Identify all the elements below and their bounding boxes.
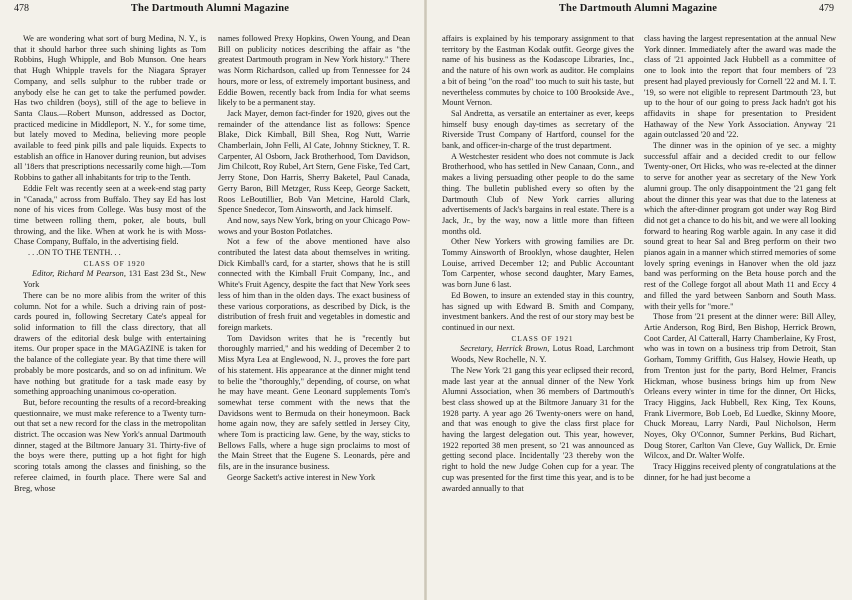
paragraph: Sal Andretta, as versatile an entertainer as ever, keeps himself busy enough day-times as secretary of the Riverside Trust Company of Hartford, counsel for the bank, and officer-in-charge of the trust department. [442, 108, 634, 151]
paragraph: A Westchester resident who does not commute is Jack Brotherhood, who has settled in New Canaan, Conn., and makes a living persuading other people to do the same thing. The bulletin published every so often by the Dartmouth Club of New York carries alluring advertisements of Jack's bargains in real estate. There is a Jack, Jr., by the way, now a little more than fifteen months old. [442, 151, 634, 236]
text-column-2 [644, 34, 836, 600]
class-heading: CLASS OF 1920 [83, 258, 146, 268]
secretary-name: Secretary, Herrick Brown, [460, 344, 550, 354]
paragraph: Other New Yorkers with growing families are Dr. Tommy Ainsworth of Brooklyn, whose daughter, Helen Louise, arrived December 12; and Public Accountant Tom Carpenter, whose second daughter, Mary Eames, was born June 6 last. [442, 237, 634, 290]
page-number: 479 [819, 3, 834, 14]
secretary-address: 131 East 23d St., New York [23, 269, 206, 290]
class-secretary [14, 269, 206, 290]
text-column-1 [14, 34, 206, 600]
paragraph: Jack Mayer, demon fact-finder for 1920, gives out the remainder of the attendance list as follows: Spence Blake, Dick Kimball, Bill Shea, Rog Nutt, Warrie Chamberlain, John Felli, Al Cate, Johnny Stickney, T. R. Carpenter, Al Osborn, Jack Brotherhood, Tom Davidson, Jim Chilcott, Roy Rubel, Art Stern, Gene Fiske, Ted Cart, Jerry Stone, Don Harris, Sherry Baketel, Paul Canada, Gerry Baron, Bill Metzger, Russ Keep, George Sackett, Roos LeBoutillier, Bob Van Metcine, Harold Clark, Spence Snedecor, Tom Ainsworth, and Jack himself. [218, 108, 410, 215]
secretary-name: Editor, Richard M Pearson, [32, 269, 126, 279]
secretary-address: Lotus Road, Larchmont Woods, New Rochelle, N. Y. [451, 344, 634, 365]
paragraph: Those from '21 present at the dinner were: Bill Alley, Artie Anderson, Rog Bird, Ben Bishop, Herrick Brown, Coot Carder, Al Catterall, Harry Chamberlaine, Ky Frost, who was in town on a business trip from Detroit, Stan Gorham, Tommy Griffith, Gus Halsey, Howie Heath, up from Trenton just for the party, Bord Helmer, Francis Hickman, whose business brings him up from New Orleans every winter in time for the dinner, Ort Hicks, Tracy Higgins, Jack Hubbell, Rex King, Tex Kouns, Frank Livermore, Bob Loeb, Ed Luedke, Skinny Moore, Chuck Moreau, Larry Nardi, Paul Nicholson, Herm Noyes, Oky O'Connor, Sumner Perkins, Bud Richart, Doug Storer, Carlton Van Cleve, Guy Wallick, Dr. Ernie Wilcox, and Dr. Walter Wolfe. [644, 312, 836, 461]
paragraph: The dinner was in the opinion of ye sec. a mighty successful affair and a decided credit to our fellow Twenty-oner, Ort Hicks, who was re-elected at the dinner to serve for another year as secretary of the New York alumni group. The only disappointment the '21 gang felt about the dinner this year was that due to the lateness at which the after-dinner program got under way Rog Bird did not get a chance to do his bit, and we were all looking forward to hearing Rog warble again. In any case it did sound great to hear Sal and Breg perform on their two pianos again in a manner which stirred memories of some lovely spring evenings in Hanover when the old jazz band was performing on the Beta house porch and the rest of the College forgot all about Math 11 and Eccy 4 and filled the yard between Sanborn and South Mass. with their yells for "more." [644, 141, 836, 311]
page-number: 478 [14, 3, 29, 14]
text-column-2 [218, 34, 410, 600]
paragraph: Tracy Higgins received plenty of congratulations at the dinner, for he had just become a [644, 462, 836, 482]
sign-off: . . .ON TO THE TENTH. . . [28, 248, 121, 258]
paragraph: We are wondering what sort of burg Medina, N. Y., is that it should harbor three such shining lights as Tom Robbins, Hugh Whipple, and Bob Munson. One hears that Hugh Whipple travels for the Niagara Sprayer Company, and sells sulphur to the rubber trade or anybody else he can get to take the perfumed powder. Has two children (boys), still of the age to believe in Santa Claus.—Robert Munson, addressed as Doctor, practiced medicine in Middleport, N. Y., for some time, but lately moved to Medina, believing more people available to feed pink pills and pale liquids. Expects to establish an office in Hanover during reunion, but advises all '18ers that prescriptions necessarily come high.—Tom Robbins to gather all inhabitants for trip to the Tenth. [14, 34, 206, 183]
paragraph: affairs is explained by his temporary assignment to that territory by the Eastman Kodak outfit. George gives the name of his business as the Kodascope Libraries, Inc., and the nature of his own work as auditor. He complains a bit of being "on the road" too much to suit his taste, but nevertheless commutes by choice to 100 Brookside Ave., Mount Vernon. [442, 34, 634, 108]
paragraph: The New York '21 gang this year eclipsed their record, made last year at the annual dinner of the New York Alumni Association, when 36 members of Dartmouth's best class showed up at the Biltmore January 31 for the 1928 party. A year ago 26 Twenty-oners were on hand, and that was enough to give the class first place for having the largest delegation out. This year, however, 1922 reported 38 men present, so '21 was announced as getting second place. Incidentally '23 thereby won the right to hold the new Judge Cohen cup for a year. The cup was presented for the first time this year, and is to be awarded annually to that [442, 365, 634, 493]
paragraph: class having the largest representation at the annual New York dinner. Immediately after the award was made the class of '21 appointed Jack Hubbell as a committee of one to look into the report that four members of '23 present had played previously for Cornell '22 and M. I. T. '19, so were not eligible to represent Dartmouth '23, but up to the hour of our going to press Jack hadn't got his affidavits in shape for presentation to President Hathaway of the New York Association. Anyway '21 again outclassed '20 and '22. [644, 34, 836, 140]
paragraph: Not a few of the above mentioned have also contributed the latest data about themselves in writing. Dick Kimball's card, for a starter, shows that he is still connected with the Kimball Fruit Company, Inc., and White's Fruit Agency, despite the fact that New York sees less of him than in the olden days. The exact business of these various corporations, as described by Dick, is the distribution of fresh fruit and vegetables in domestic and foreign markets. [218, 237, 410, 332]
right-page [426, 0, 852, 600]
running-title: The Dartmouth Alumni Magazine [558, 3, 718, 14]
page-header [14, 3, 406, 17]
paragraph: George Sackett's active interest in New York [227, 472, 376, 482]
paragraph: And now, says New York, bring on your Chicago Pow-wows and your Boston Potlatches. [218, 215, 410, 236]
page-header [442, 3, 834, 17]
class-heading: CLASS OF 1921 [511, 333, 574, 343]
paragraph: Tom Davidson writes that he is "recently but thoroughly married," and his wedding of December 2 to Miss Myra Lea at Englewood, N. J., proves the fore part of his statement. His appearance at the dinner might tend to belie the "thoroughly," depending, of course, on what he may have meant. Gene Leonard supplements Tom's somewhat terse comment with the news that the Davidsons went to Bermuda on their honeymoon. Back home again now, they are safely settled in Jersey City, where Tom is practicing law. Gene, by the way, sticks to Bellows Falls, where a huge sign proclaims to most of the Main Street that the Eugene S. Leonards, père and fils, are in the insurance business. [218, 333, 410, 472]
class-secretary [442, 344, 634, 365]
text-column-1 [442, 34, 634, 600]
paragraph: Ed Bowen, to insure an extended stay in this country, has signed up with Edward B. Smith and Company, investment bankers. And the rest of our story may best be continued in our next. [442, 290, 634, 332]
paragraph: But, before recounting the results of a record-breaking questionnaire, we must make reference to a Twenty turn-out that set a new record for the class in the metropolitan district. The occasion was New York's annual Dartmouth dinner, staged at the Biltmore January 31. Thirty-five of the boys were there, putting up a hot fight for high scoring totals among the classes and finishing, so the referee claimed, in fourth place. There were Sal and Breg, whose [14, 397, 206, 493]
running-title: The Dartmouth Alumni Magazine [130, 3, 290, 14]
paragraph: Eddie Felt was recently seen at a week-end stag party in "Canada," across from Buffalo. They say Ed has lost none of his vices from College. Was busy most of the time between rolling them, poker, ale bouts, bull throwing, and the like. When at work he is with Moss-Chase Company, Buffalo, in the advertising field. [14, 183, 206, 247]
paragraph: There can be no more alibis from the writer of this column. Not for a while. Such a driving rain of post-cards poured in, following Secretary Cate's appeal for solid information to fill the class directory, that all drawers of the editorial desk bulge with entertaining items. Our proper space in the MAGAZINE is taken for the balance of the collegiate year. By that time there will probably be more postcards, and so on ad infinitum. We have nothing but gratitude for a task made easy by something approaching unanimous co-operation. [14, 290, 206, 397]
paragraph: names followed Prexy Hopkins, Owen Young, and Dean Bill on publicity notices describing the affair as "the greatest Dartmouth program in New York history." There was Norm Richardson, called up from Tennessee for 24 hours, more or less, of extremely important business, and Eddie Bowen, recently back from India for what seems likely to be a permanent stay. [218, 34, 410, 108]
